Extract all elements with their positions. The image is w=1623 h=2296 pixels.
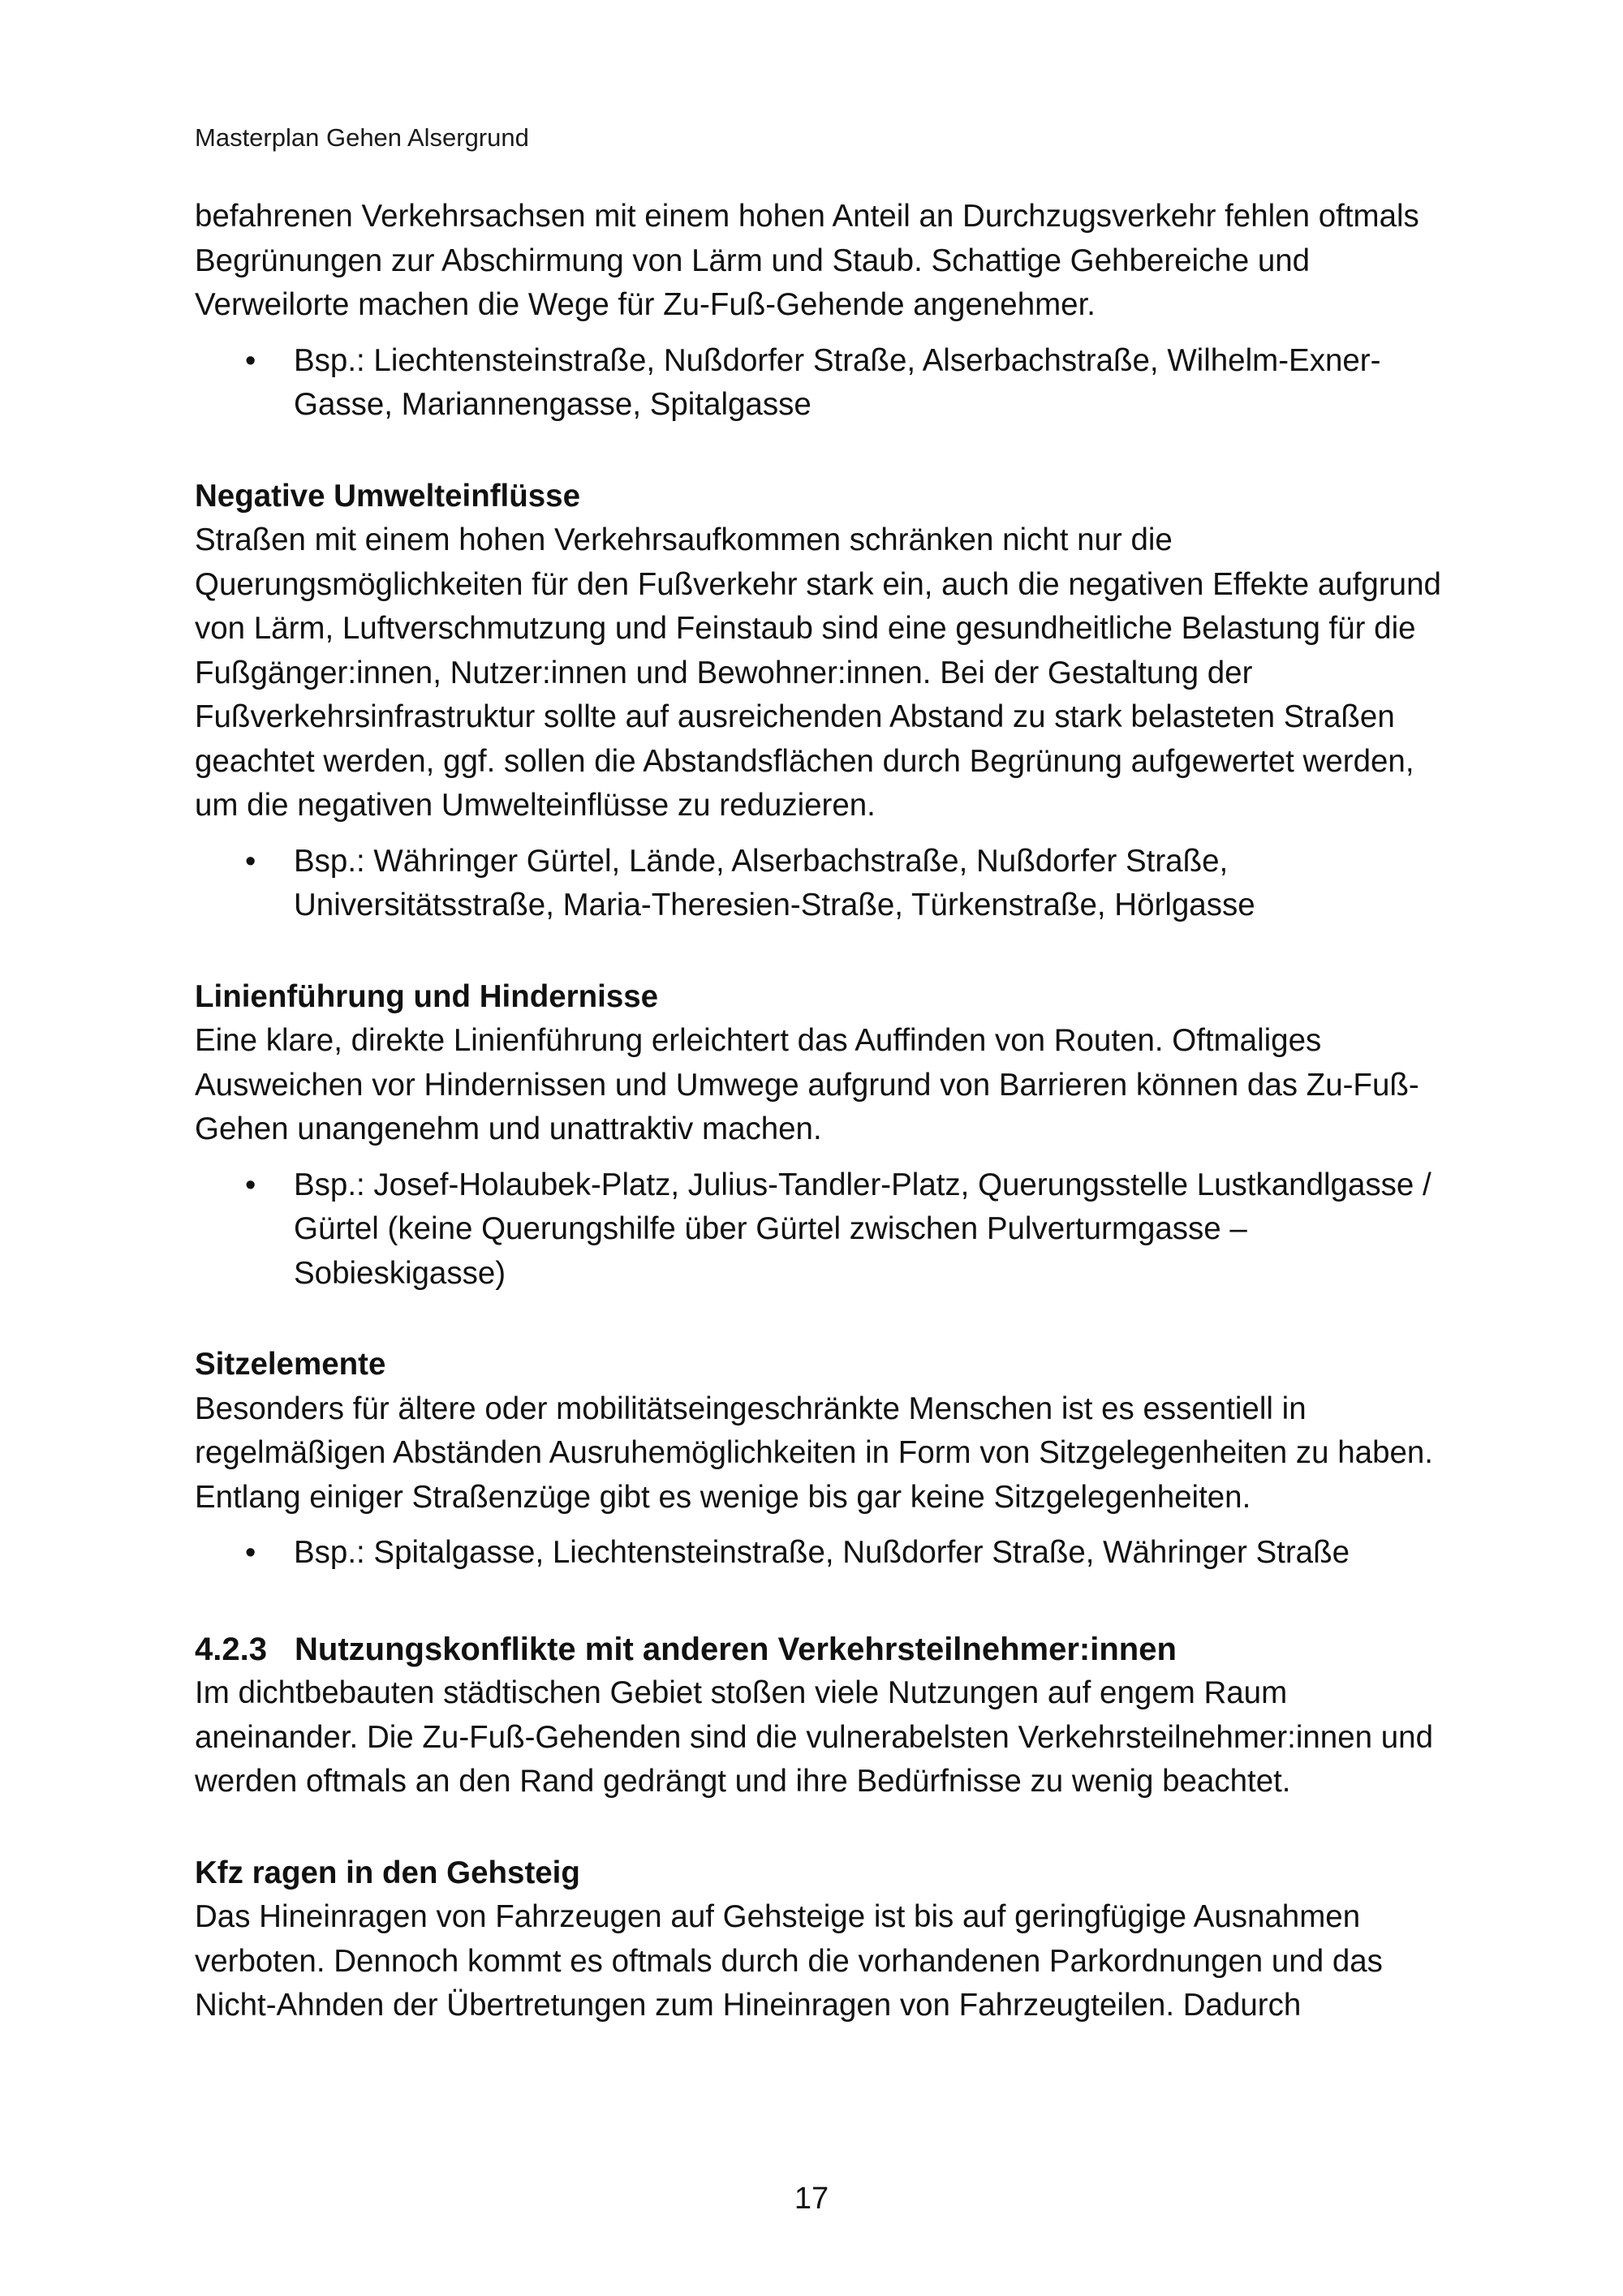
intro-paragraph: befahrenen Verkehrsachsen mit einem hohen Anteil an Durchzugsverkehr fehlen oftmals Begrünungen zur Abschirmung von Lärm und Staub. Schattige Gehbereiche und Verweilorte machen die Wege für Zu-Fuß-Gehende angenehmer.	[195, 199, 1419, 322]
section-number: 4.2.3	[195, 1631, 267, 1667]
list-item	[195, 840, 1449, 928]
bullet-icon: •	[245, 1167, 256, 1202]
bullet-text: Bsp.: Währinger Gürtel, Lände, Alserbachstraße, Nußdorfer Straße, Universitätsstraße, Maria-Theresien-Straße, Türkenstraße, Hörlgasse	[294, 843, 1255, 922]
sitz-bullet-list	[195, 1531, 1449, 1576]
bullet-text: Bsp.: Liechtensteinstraße, Nußdorfer Straße, Alserbachstraße, Wilhelm-Exner-Gasse, Mariannengasse, Spitalgasse	[294, 342, 1381, 422]
running-header: Masterplan Gehen Alsergrund	[195, 123, 529, 152]
bullet-icon: •	[245, 343, 256, 378]
page-content	[195, 195, 1449, 2028]
sitz-paragraph: Besonders für ältere oder mobilitätseingeschränkte Menschen ist es essentiell in regelmäßigen Abständen Ausruhemöglichkeiten in Form von Sitzgelegenheiten zu haben. Entlang einiger Straßenzüge gibt es wenige bis gar keine Sitzgelegenheiten.	[195, 1391, 1433, 1515]
list-item	[195, 1531, 1449, 1576]
linien-paragraph: Eine klare, direkte Linienführung erleichtert das Auffinden von Routen. Oftmaliges Ausweichen vor Hindernissen und Umwege aufgrund von Barrieren können das Zu-Fuß-Gehen unangenehm und unattraktiv machen.	[195, 1023, 1419, 1146]
umwelt-bullet-list	[195, 840, 1449, 928]
intro-bullet-list	[195, 339, 1449, 428]
heading-sitzelemente: Sitzelemente	[195, 1347, 386, 1382]
page-number: 17	[794, 2182, 829, 2216]
heading-kfz-gehsteig: Kfz ragen in den Gehsteig	[195, 1855, 580, 1890]
kfz-paragraph: Das Hineinragen von Fahrzeugen auf Gehsteige ist bis auf geringfügige Ausnahmen verboten. Dennoch kommt es oftmals durch die vorhandenen Parkordnungen und das Nicht-Ahnden der Übertretungen zum Hineinragen von Fahrzeugteilen. Dadurch	[195, 1899, 1383, 2023]
bullet-icon: •	[245, 1536, 256, 1570]
heading-linienfuehrung: Linienführung und Hindernisse	[195, 978, 659, 1014]
list-item	[195, 339, 1449, 428]
section-title: Nutzungskonflikte mit anderen Verkehrsteilnehmer:innen	[295, 1631, 1177, 1667]
umwelt-paragraph: Straßen mit einem hohen Verkehrsaufkommen schränken nicht nur die Querungsmöglichkeiten für den Fußverkehr stark ein, auch die negativen Effekte aufgrund von Lärm, Luftverschmutzung und Feinstaub sind eine gesundheitliche Belastung für die Fußgänger:innen, Nutzer:innen und Bewohner:innen. Bei der Gestaltung der Fußverkehrsinfrastruktur sollte auf ausreichenden Abstand zu stark belasteten Straßen geachtet werden, ggf. sollen die Abstandsflächen durch Begrünung aufgewertet werden, um die negativen Umwelteinflüsse zu reduzieren.	[195, 522, 1441, 823]
section-paragraph: Im dichtbebauten städtischen Gebiet stoßen viele Nutzungen auf engem Raum aneinander. Die Zu-Fuß-Gehenden sind die vulnerabelsten Verkehrsteilnehmer:innen und werden oftmals an den Rand gedrängt und ihre Bedürfnisse zu wenig beachtet.	[195, 1675, 1433, 1799]
bullet-text: Bsp.: Spitalgasse, Liechtensteinstraße, Nußdorfer Straße, Währinger Straße	[294, 1535, 1350, 1570]
bullet-text: Bsp.: Josef-Holaubek-Platz, Julius-Tandler-Platz, Querungsstelle Lustkandlgasse / Gürtel (keine Querungshilfe über Gürtel zwischen Pulverturmgasse – Sobieskigasse)	[294, 1167, 1431, 1291]
bullet-icon: •	[245, 844, 256, 879]
list-item	[195, 1163, 1449, 1296]
linien-bullet-list	[195, 1163, 1449, 1296]
section-heading	[195, 1627, 1449, 1672]
heading-negative-umwelteinfluesse: Negative Umwelteinflüsse	[195, 478, 580, 514]
